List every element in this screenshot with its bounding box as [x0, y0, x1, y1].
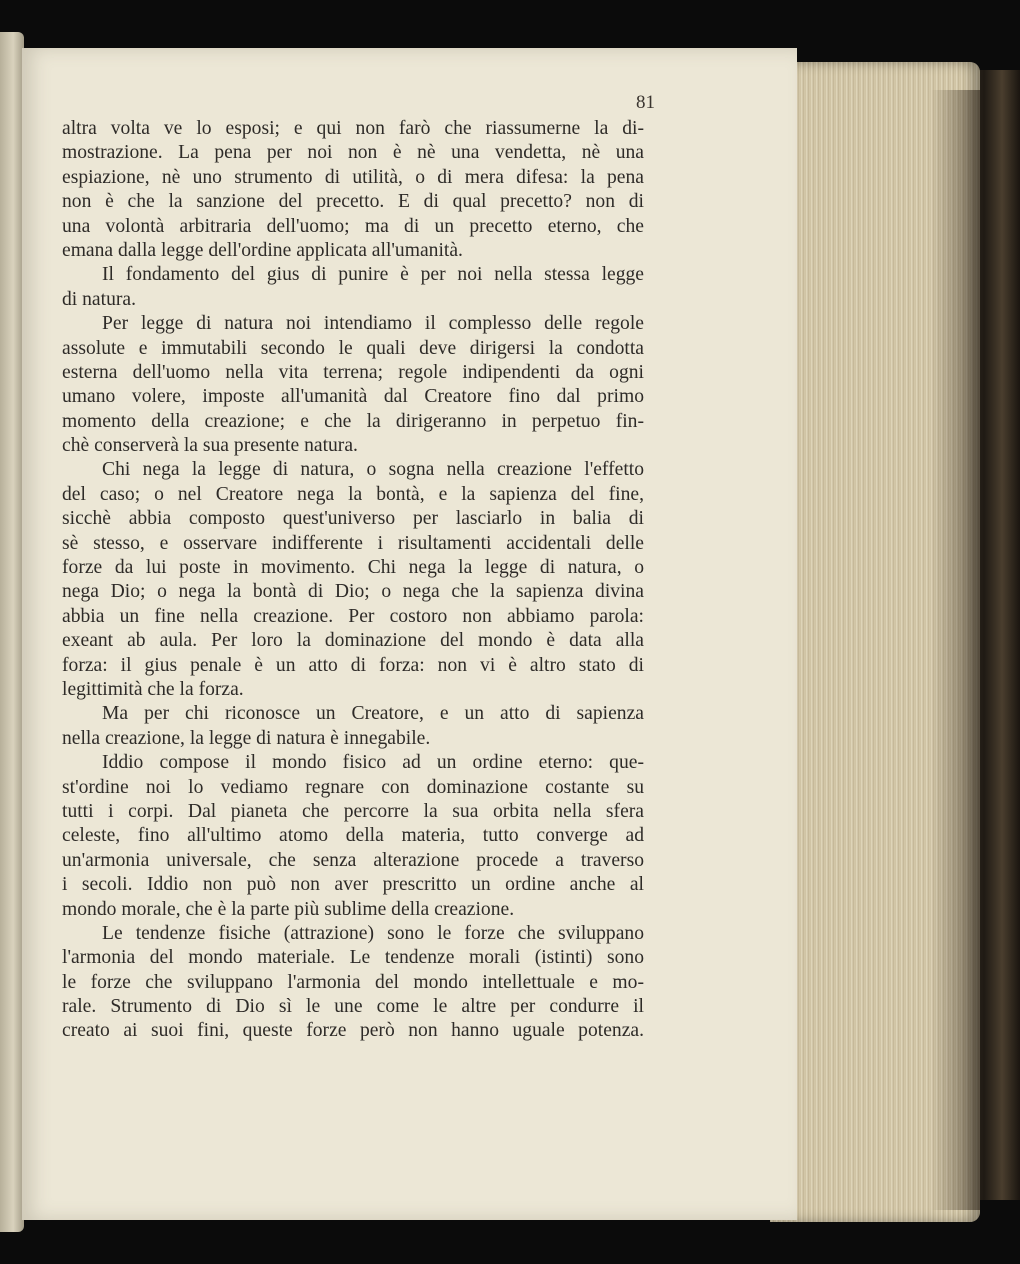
text-line: espiazione, nè uno strumento di utilità, o di mera difesa: la pena [62, 166, 644, 188]
text-line: un'armonia universale, che senza alterazione procede a traverso [62, 849, 644, 871]
text-line: st'ordine noi lo vediamo regnare con dominazione costante su [62, 776, 644, 798]
text-line: Il fondamento del gius di punire è per noi nella stessa legge [102, 264, 644, 286]
text-line: nega Dio; o nega la bontà di Dio; o nega che la sapienza divina [62, 581, 644, 603]
text-line: chè conserverà la sua presente natura. [62, 435, 358, 457]
text-line: del caso; o nel Creatore nega la bontà, e la sapienza del fine, [62, 483, 644, 505]
text-line: tutti i corpi. Dal pianeta che percorre la sua orbita nella sfera [62, 800, 644, 822]
body-text [62, 117, 644, 1044]
left-page-edge [0, 32, 24, 1232]
page-stack-shadow [930, 90, 980, 1210]
text-line: exeant ab aula. Per loro la dominazione del mondo è data alla [62, 630, 644, 652]
text-line: forze da lui poste in movimento. Chi nega la legge di natura, o [62, 557, 644, 579]
text-line: celeste, fino all'ultimo atomo della materia, tutto converge ad [62, 825, 644, 847]
text-line: una volontà arbitraria dell'uomo; ma di un precetto eterno, che [62, 215, 644, 237]
text-line: nella creazione, la legge di natura è innegabile. [62, 727, 431, 749]
page-number: 81 [636, 92, 655, 113]
text-line: abbia un fine nella creazione. Per costoro non abbiamo parola: [62, 605, 644, 627]
text-line: le forze che sviluppano l'armonia del mondo intellettuale e mo- [62, 971, 644, 993]
text-line: Per legge di natura noi intendiamo il complesso delle regole [102, 313, 644, 335]
text-line: forza: il gius penale è un atto di forza: non vi è altro stato di [62, 654, 644, 676]
text-line: mondo morale, che è la parte più sublime della creazione. [62, 898, 515, 920]
text-line: Chi nega la legge di natura, o sogna nella creazione l'effetto [102, 459, 644, 481]
text-line: umano volere, imposte all'umanità dal Creatore fino dal primo [62, 386, 644, 408]
text-line: Le tendenze fisiche (attrazione) sono le forze che sviluppano [102, 922, 644, 944]
text-line: mostrazione. La pena per noi non è nè una vendetta, nè una [62, 142, 644, 164]
text-line: assolute e immutabili secondo le quali deve dirigersi la condotta [62, 337, 644, 359]
text-line: Iddio compose il mondo fisico ad un ordine eterno: que- [102, 752, 644, 774]
text-line: Ma per chi riconosce un Creatore, e un atto di sapienza [102, 703, 644, 725]
text-line: legittimità che la forza. [62, 678, 244, 700]
text-line: l'armonia del mondo materiale. Le tendenze morali (istinti) sono [62, 947, 644, 969]
text-line: i secoli. Iddio non può non aver prescritto un ordine anche al [62, 874, 644, 896]
text-line: di natura. [62, 288, 136, 310]
text-line: sè stesso, e osservare indifferente i risultamenti accidentali delle [62, 532, 644, 554]
text-line: momento della creazione; e che la dirigeranno in perpetuo fin- [62, 410, 644, 432]
text-line: sicchè abbia composto quest'universo per lasciarlo in balia di [62, 508, 644, 530]
text-line: rale. Strumento di Dio sì le une come le altre per condurre il [62, 996, 644, 1018]
text-line: altra volta ve lo esposi; e qui non farò che riassumerne la di- [62, 118, 644, 139]
text-line: non è che la sanzione del precetto. E di qual precetto? non di [62, 191, 644, 213]
text-line: esterna dell'uomo nella vita terrena; regole indipendenti da ogni [62, 361, 644, 383]
text-line: creato ai suoi fini, queste forze però non hanno uguale potenza. [62, 1020, 644, 1042]
text-line: emana dalla legge dell'ordine applicata all'umanità. [62, 239, 463, 261]
